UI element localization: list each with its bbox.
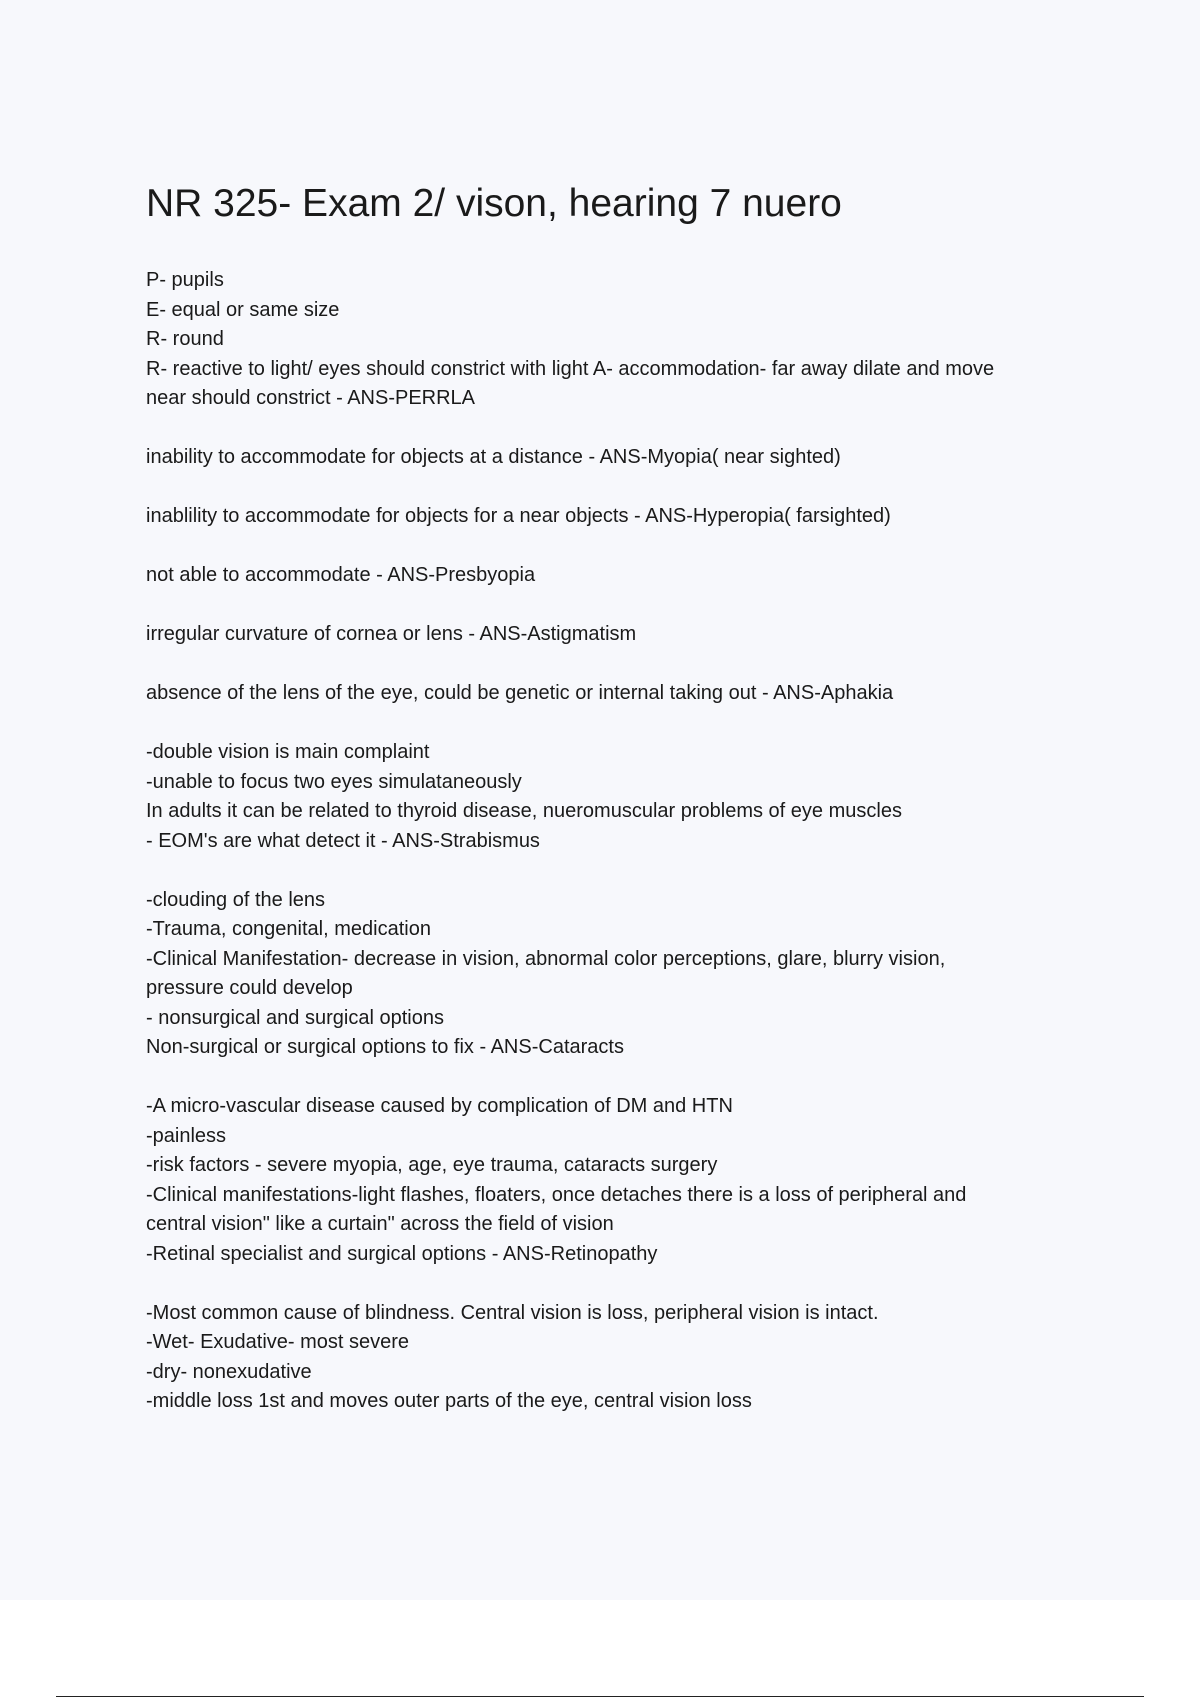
- note-line: In adults it can be related to thyroid disease, nueromuscular problems of eye muscles: [146, 800, 902, 822]
- note-block: [146, 1299, 1106, 1417]
- note-line: inablility to accommodate for objects for a near objects - ANS-Hyperopia( farsighted): [146, 505, 891, 527]
- note-line: -double vision is main complaint: [146, 741, 430, 763]
- note-block: [146, 886, 1106, 1063]
- note-line: Non-surgical or surgical options to fix - ANS-Cataracts: [146, 1036, 624, 1058]
- note-line: -Clinical Manifestation- decrease in vision, abnormal color perceptions, glare, blurry vision,: [146, 947, 946, 970]
- note-line: -middle loss 1st and moves outer parts of the eye, central vision loss: [146, 1390, 752, 1412]
- note-block: [146, 620, 1106, 650]
- note-line: -Clinical manifestations-light flashes, floaters, once detaches there is a loss of peripheral and: [146, 1183, 967, 1206]
- note-block: [146, 738, 1106, 856]
- note-line: R- round: [146, 328, 224, 350]
- note-line: -risk factors - severe myopia, age, eye trauma, cataracts surgery: [146, 1154, 718, 1176]
- note-line: -Retinal specialist and surgical options - ANS-Retinopathy: [146, 1242, 658, 1265]
- document-title: NR 325- Exam 2/ vison, hearing 7 nuero: [146, 182, 842, 225]
- document-content: [146, 182, 1106, 1446]
- note-line: central vision" like a curtain" across the field of vision: [146, 1213, 614, 1235]
- note-line: - nonsurgical and surgical options: [146, 1006, 444, 1029]
- note-block: [146, 443, 1106, 473]
- note-line: P- pupils: [146, 269, 224, 291]
- note-block: [146, 1092, 1106, 1269]
- note-block: [146, 502, 1106, 532]
- note-line: R- reactive to light/ eyes should constrict with light A- accommodation- far away dilate and move: [146, 357, 995, 380]
- note-line: inability to accommodate for objects at a distance - ANS-Myopia( near sighted): [146, 446, 841, 468]
- note-line: -A micro-vascular disease caused by complication of DM and HTN: [146, 1095, 733, 1117]
- note-line: -dry- nonexudative: [146, 1360, 312, 1383]
- document-body: [146, 266, 1106, 1417]
- note-line: E- equal or same size: [146, 298, 340, 321]
- note-line: absence of the lens of the eye, could be genetic or internal taking out - ANS-Aphakia: [146, 682, 894, 704]
- note-line: - EOM's are what detect it - ANS-Strabismus: [146, 829, 540, 852]
- note-line: -Trauma, congenital, medication: [146, 918, 431, 940]
- footer-divider: [56, 1696, 1144, 1697]
- note-line: -unable to focus two eyes simulataneously: [146, 770, 522, 793]
- note-line: -Wet- Exudative- most severe: [146, 1331, 410, 1353]
- note-block: [146, 679, 1106, 709]
- note-line: pressure could develop: [146, 977, 353, 999]
- note-line: not able to accommodate - ANS-Presbyopia: [146, 564, 536, 586]
- note-line: -Most common cause of blindness. Central vision is loss, peripheral vision is intact.: [146, 1301, 879, 1324]
- note-line: irregular curvature of cornea or lens - ANS-Astigmatism: [146, 623, 637, 645]
- note-block: [146, 266, 1106, 414]
- note-line: -painless: [146, 1124, 227, 1147]
- note-block: [146, 561, 1106, 591]
- note-line: near should constrict - ANS-PERRLA: [146, 387, 476, 409]
- note-line: -clouding of the lens: [146, 888, 326, 911]
